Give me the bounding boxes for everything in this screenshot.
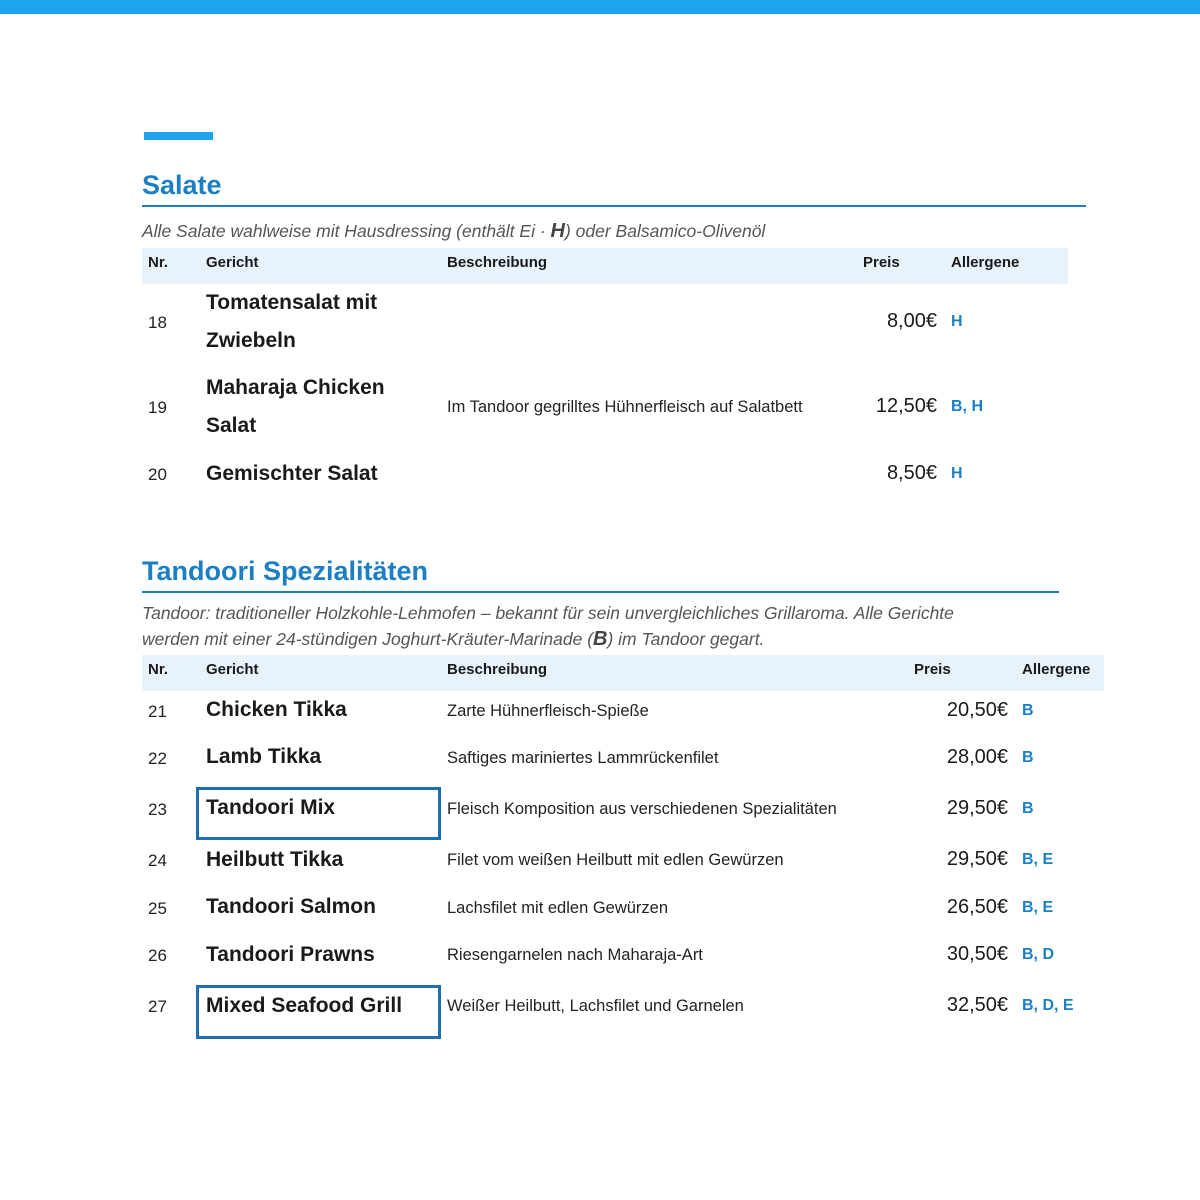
- dish-name: Gemischter Salat: [206, 462, 378, 485]
- header-dish: Gericht: [206, 254, 259, 271]
- section-rule-salate: [142, 205, 1086, 207]
- dish-name: Mixed Seafood Grill: [206, 994, 403, 1017]
- section-accent-mark: [144, 132, 213, 140]
- dish-description: Zarte Hühnerfleisch-Spieße: [447, 702, 649, 720]
- dish-price: 28,00€: [946, 746, 1008, 768]
- dish-number: 19: [148, 398, 167, 417]
- dish-allergens: B, D: [1022, 946, 1054, 963]
- dish-allergens: B: [1022, 800, 1034, 817]
- dish-highlight-mixed-seafood-grill: [196, 985, 441, 1039]
- table-row: [142, 936, 1102, 974]
- section-title-salate: Salate: [142, 170, 222, 200]
- dish-number: 25: [148, 899, 167, 918]
- header-price: Preis: [914, 661, 951, 678]
- dish-price: 26,50€: [946, 896, 1008, 918]
- dish-allergens: B, D, E: [1022, 997, 1074, 1014]
- dish-price: 12,50€: [875, 395, 937, 417]
- table-row: [142, 284, 1102, 360]
- dish-description: Weißer Heilbutt, Lachsfilet und Garnelen: [447, 997, 744, 1015]
- dish-allergens: B: [1022, 749, 1034, 766]
- dish-number: 27: [148, 997, 167, 1016]
- table-row: [142, 691, 1102, 729]
- dish-name: Tandoori Salmon: [206, 895, 376, 918]
- dish-allergens: B, E: [1022, 899, 1054, 916]
- dish-name: Chicken Tikka: [206, 698, 347, 721]
- dish-allergens: B, H: [951, 398, 983, 415]
- table-row: [142, 841, 1102, 879]
- table-row: [142, 888, 1102, 926]
- section-note-tandoori: Tandoor: traditioneller Holzkohle-Lehmofen – bekannt für sein unvergleichliches Grillaroma. Alle Gerichte werden mit einer 24-stündigen Joghurt-Kräuter-Marinade (B) im Tandoor gegart.: [142, 603, 954, 650]
- dish-price: 30,50€: [946, 943, 1008, 965]
- header-nr: Nr.: [148, 661, 169, 678]
- dish-price: 29,50€: [946, 848, 1008, 870]
- dish-name: Heilbutt Tikka: [206, 848, 344, 871]
- table-header-salate: [142, 248, 1068, 284]
- top-accent-bar: [0, 0, 1200, 14]
- dish-name: Tomatensalat mit Zwiebeln: [206, 291, 378, 352]
- dish-description: Riesengarnelen nach Maharaja-Art: [447, 946, 703, 964]
- dish-number: 23: [148, 800, 167, 819]
- table-row: [142, 455, 1102, 493]
- dish-price: 8,50€: [886, 462, 937, 484]
- header-price: Preis: [863, 254, 900, 271]
- header-allergens: Allergene: [951, 254, 1020, 271]
- section-rule-tandoori: [142, 591, 1059, 593]
- header-allergens: Allergene: [1022, 661, 1091, 678]
- dish-description: Fleisch Komposition aus verschiedenen Spezialitäten: [447, 800, 837, 818]
- dish-number: 18: [148, 313, 167, 332]
- section-title-tandoori: Tandoori Spezialitäten: [142, 556, 429, 586]
- table-row: [142, 738, 1102, 776]
- dish-allergens: H: [951, 465, 963, 482]
- dish-number: 24: [148, 851, 167, 870]
- table-header-tandoori: [142, 655, 1104, 691]
- dish-name: Tandoori Prawns: [206, 943, 375, 966]
- dish-number: 20: [148, 465, 167, 484]
- dish-number: 26: [148, 946, 167, 965]
- dish-price: 8,00€: [886, 310, 937, 332]
- dish-name: Maharaja Chicken Salat: [206, 376, 385, 437]
- dish-number: 22: [148, 749, 167, 768]
- dish-allergens: B, E: [1022, 851, 1054, 868]
- dish-allergens: B: [1022, 702, 1034, 719]
- dish-name: Lamb Tikka: [206, 745, 322, 768]
- section-note-salate: Alle Salate wahlweise mit Hausdressing (enthält Ei · H) oder Balsamico-Olivenöl: [142, 220, 766, 242]
- dish-price: 20,50€: [946, 699, 1008, 721]
- dish-name: Tandoori Mix: [206, 796, 336, 819]
- table-row: [142, 369, 1102, 445]
- header-description: Beschreibung: [447, 254, 548, 271]
- dish-highlight-tandoori-mix: [196, 787, 441, 840]
- dish-description: Lachsfilet mit edlen Gewürzen: [447, 899, 669, 917]
- dish-description: Saftiges mariniertes Lammrückenfilet: [447, 749, 719, 767]
- dish-price: 32,50€: [946, 994, 1008, 1016]
- dish-number: 21: [148, 702, 167, 721]
- dish-description: Filet vom weißen Heilbutt mit edlen Gewürzen: [447, 851, 784, 869]
- header-description: Beschreibung: [447, 661, 548, 678]
- header-dish: Gericht: [206, 661, 259, 678]
- dish-price: 29,50€: [946, 797, 1008, 819]
- dish-allergens: H: [951, 313, 963, 330]
- header-nr: Nr.: [148, 254, 169, 271]
- dish-description: Im Tandoor gegrilltes Hühnerfleisch auf Salatbett: [447, 398, 803, 416]
